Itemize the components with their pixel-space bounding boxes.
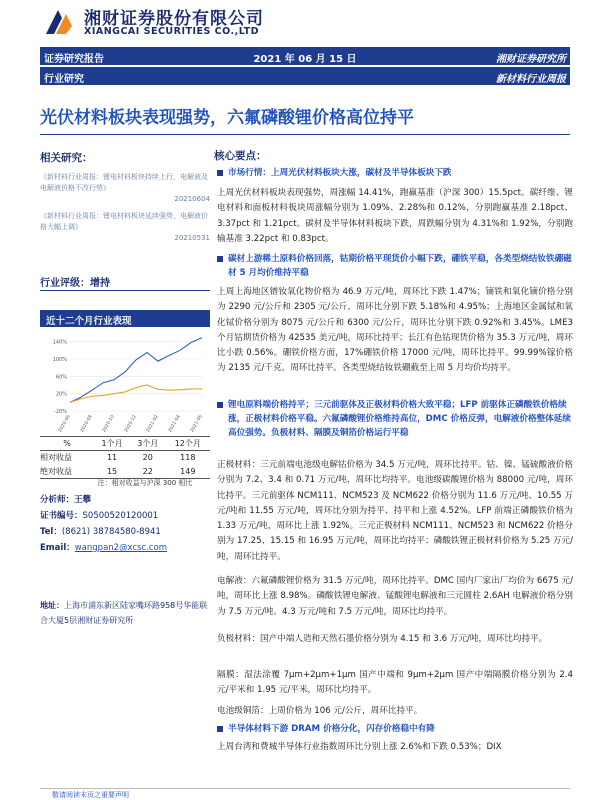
report-date: 2021 年 06 月 15 日 [253, 54, 357, 65]
company-logo-icon [40, 4, 76, 40]
analyst-name: 王攀 [74, 495, 92, 505]
related-item[interactable]: 《新材料行业周报：锂电材料板块持续上行，电解液及电解液价格不改行势》 [40, 173, 208, 192]
table-row [40, 451, 210, 465]
table-note: 注：相对收益与沪深 300 相比 [97, 479, 193, 487]
y-tick-label: 140% [52, 339, 67, 346]
company-name-en: XIANGCAI SECURITIES CO.,LTD [84, 26, 260, 37]
bullet-semiconductor [215, 722, 575, 736]
x-tick-label: 2021-06 [189, 414, 204, 433]
cert-number: S0500520120001 [82, 511, 159, 521]
related-item-date: 20210604 [174, 195, 210, 203]
performance-table [40, 436, 210, 479]
bullet-title: 市场行情：上周光伏材料板块大涨，碳材及半导体板块下跌 [228, 168, 452, 178]
chart-title: 近十二个月行业表现 [40, 310, 210, 327]
bullet-square-icon [217, 256, 223, 262]
y-tick-label: 100% [52, 357, 67, 363]
bullet-square-icon [217, 402, 223, 408]
company-name-cn: 湘财证券股份有限公司 [84, 9, 264, 29]
related-research-list [40, 172, 210, 244]
report-title: 光伏材料板块表现强势，六氟磷酸锂价格高位持平 [40, 108, 414, 128]
y-tick-label: 20% [55, 391, 67, 398]
address-value: 上海市浦东新区陆家嘴环路958号华能联合大厦5层湘财证券研究所 [40, 601, 208, 625]
col-header: 12个月 [174, 439, 201, 448]
industry-rating: 行业评级：增持 [40, 278, 110, 289]
bullet-title: 半导体材料下游 DRAM 价格分化，闪存价格稳中有降 [228, 724, 435, 734]
related-item-date: 20210531 [174, 234, 210, 242]
y-tick-label: -20% [54, 409, 67, 415]
x-tick-label: 2020-08 [79, 414, 94, 433]
table-cell: 15 [106, 466, 118, 476]
col-header: 3个月 [137, 439, 159, 448]
col-header: 1个月 [101, 439, 123, 448]
report-type: 证券研究报告 [44, 54, 104, 65]
address-label: 地址： [40, 601, 64, 610]
row-label: 相对收益 [40, 453, 72, 463]
bullet-title: 碳材上游稀土原料价格回落，钴期价格平现货价小幅下跌，硼铁平稳，各类型烧结钕铁硼磁材 5 月均价维持平稳 [228, 254, 572, 278]
x-tick-label: 2020-12 [123, 414, 138, 433]
table-row [40, 465, 210, 479]
table-cell: 118 [180, 453, 196, 463]
footer-disclaimer[interactable]: 敬请阅读末页之重要声明 [52, 791, 129, 799]
table-cell: 149 [180, 466, 196, 476]
bullet-square-icon [217, 726, 223, 732]
tel-number: (8621) 38784580-8941 [61, 527, 161, 537]
table-cell: 11 [106, 453, 118, 463]
key-points-heading: 核心要点： [214, 150, 267, 162]
analyst-info [40, 492, 215, 556]
industry-performance-chart [40, 327, 210, 433]
paragraph-anode: 负极材料：国产中端人造和天然石墨价格分别为 4.15 和 3.6 万元/吨，周环比均持平。 [217, 634, 548, 644]
research-category: 行业研究 [44, 74, 84, 85]
address [40, 598, 210, 628]
report-category-bar [40, 67, 570, 85]
x-tick-label: 2021-02 [145, 414, 160, 433]
email-link[interactable]: wangpan2@xcsc.com [74, 543, 168, 553]
title-divider [40, 134, 570, 135]
x-tick-label: 2020-10 [101, 414, 116, 433]
paragraph-electrolyte: 电解液：六氟磷酸锂价格为 31.5 万元/吨，周环比持平。DMC 国内厂家出厂均价为 6675 元/吨，周环比上涨 8.98%。磷酸铁锂电解液、锰酸锂电解液和三元圆柱 2.6AH 电解液价格分别为 7.5 万元/吨、4.3 万元/吨和 7.5 万元/吨，周环比均持平。 [217, 576, 573, 617]
report-info-bar [40, 47, 570, 65]
paragraph-separator: 隔膜：湿法涂覆 7μm+2μm+1μm 国产中端和 9μm+2μm 国产中端隔膜价格分别为 2.4 元/平米和 1.95 元/平米，周环比均持平。 [217, 670, 573, 696]
paragraph-semiconductor: 上周台湾和费城半导体行业指数周环比分别上涨 2.6%和下跌 0.53%；DIX [217, 742, 502, 752]
x-tick-label: 2021-04 [167, 414, 182, 433]
series-line-industry [70, 338, 202, 403]
bullet-square-icon [217, 170, 223, 176]
paragraph-market: 上周光伏材料板块表现强势，周涨幅 14.41%，跑赢基准（沪深 300）15.5pct。碳纤维、锂电材料和面板材料板块周涨幅分别为 1.09%、2.28%和 0.12%，分别跑赢基准 2.18pct、3.37pct 和 1.21pct。碳材及半导体材料板块下跌，周跌幅分别为 4.31%和 1.92%，分别跑输基准 3.22pct 和 0.83pct。 [217, 188, 573, 244]
paragraph-copper-foil: 电池级铜箔：上周价格为 106 元/公斤，周环比持平。 [217, 706, 423, 716]
cert-label: 证书编号： [40, 511, 83, 521]
footer-divider [40, 788, 570, 789]
email-label: Email： [40, 543, 75, 553]
bullet-rare-earth [215, 252, 575, 280]
rating-divider [40, 290, 210, 291]
table-header-row [40, 437, 210, 451]
bullet-title: 锂电原料端价格持平；三元前驱体及正极材料价格大致平稳；LFP 前驱体正磷酸铁价格续涨，正极材料价格平稳。六氟磷酸锂价格维持高位，DMC 价格反弹，电解液价格整体延续高位强势。负极材料、隔膜及铜箔价格运行平稳 [228, 400, 571, 438]
tel-label: Tel： [40, 527, 62, 537]
report-series: 新材料行业周报 [496, 74, 566, 85]
analyst-label: 分析师： [40, 495, 75, 505]
table-cell: 22 [142, 466, 153, 476]
research-institute: 湘财证券研究所 [496, 54, 566, 65]
paragraph-cathode: 正极材料：三元前端电池级电解钴价格为 34.5 万元/吨，周环比持平。钴、镍、锰硫酸液价格分别为 7.2、3.4 和 0.71 万元/吨，周环比均持平。电池级碳酸锂价格为 88000 元/吨，周环比持平。三元前驱体 NCM111、NCM523 及 NCM622 价格分别为 11.6 万元/吨、10.55 万元/吨和 11.55 万元/吨，周环比分别为持平、持平和上涨 4.52%。LFP 前端正磷酸铁价格为 1.33 万元/吨，周环比上涨 1.92%。三元正极材料 NCM111、NCM523 和 NCM622 价格分别为 17.25、15.15 和 16.95 万元/吨，周环比均持平；磷酸铁锂正极材料价格为 5.25 万元/吨，周环比持平。 [217, 460, 573, 562]
x-tick-label: 2020-06 [57, 414, 72, 433]
bullet-lithium [215, 398, 575, 440]
table-cell: 20 [142, 453, 153, 463]
col-header: % [63, 439, 71, 448]
y-tick-label: 60% [55, 374, 67, 381]
row-label: 绝对收益 [40, 466, 72, 476]
paragraph-rare-earth: 上周上海地区镨钕氧化物价格为 46.9 万元/吨，周环比下跌 1.47%；镝铁和氧化镝价格分别为 2290 元/公斤和 2305 元/公斤，周环比分别下跌 5.18%和 4.95%；上海地区金属铽和氧化铽价格分别为 8075 元/公斤和 6300 元/公斤，周环比分别下跌 0.92%和 3.45%。LME3 个月钴期货价格为 42535 美元/吨，周环比持平；长江有色钴现货价格为 35.3 万元/吨，周环比小跌 0.56%。硼铁价格方面，17%硼铁价格 17000 元/吨，周环比持平。99.99%镓价格为 2135 元/千克，周环比持平。各类型烧结钕铁硼截至上周 5 月均价均持平。 [217, 287, 573, 374]
bullet-market [215, 166, 575, 180]
related-research-heading: 相关研究： [40, 152, 93, 164]
related-item[interactable]: 《新材料行业周报：锂电材料板块延续强势，电解液价格大幅上调》 [40, 212, 208, 231]
